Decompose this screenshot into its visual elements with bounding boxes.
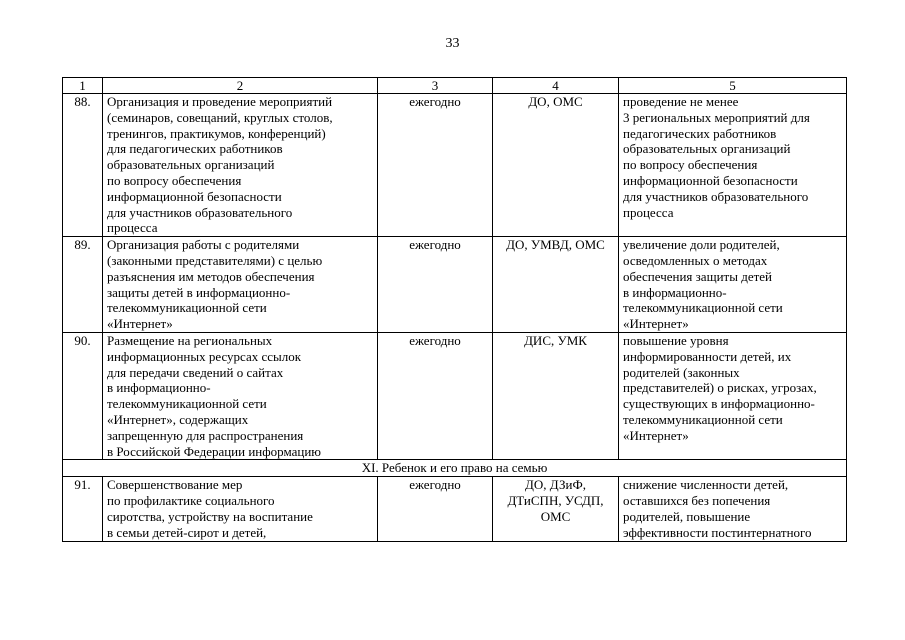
event-cell-line: разъяснения им методов обеспечения [107, 268, 315, 284]
executors-cell-line: ДО, УМВД, ОМС [506, 237, 605, 253]
table-row [63, 94, 847, 237]
executors-cell-line: ДО, ДЗиФ, [525, 477, 586, 493]
result-cell [619, 94, 847, 237]
event-cell-line: Организация и проведение мероприятий [107, 94, 333, 109]
event-cell-line: информационной безопасности [107, 188, 282, 204]
result-cell-line: телекоммуникационной сети [623, 300, 783, 316]
term-cell [378, 237, 493, 333]
section-row [63, 460, 847, 477]
executors-cell-line: ДО, ОМС [528, 94, 583, 109]
event-cell-line: в информационно- [107, 380, 211, 396]
result-cell-line: для участников образовательного [623, 188, 809, 204]
term-cell-line: ежегодно [409, 477, 461, 493]
column-number: 5 [619, 78, 847, 94]
event-cell-line: «Интернет», содержащих [107, 411, 249, 427]
term-cell-line: ежегодно [409, 94, 461, 109]
result-cell-line: существующих в информационно- [623, 396, 815, 412]
term-cell [378, 477, 493, 541]
result-cell-line: повышение уровня [623, 332, 729, 348]
result-cell-line: эффективности постинтернатного [623, 524, 812, 540]
result-cell-line: информированности детей, их [623, 348, 792, 364]
term-cell-line: ежегодно [409, 332, 461, 348]
result-cell [619, 332, 847, 459]
table-row [63, 237, 847, 333]
result-cell-line: по вопросу обеспечения [623, 157, 758, 173]
term-cell-line: ежегодно [409, 237, 461, 253]
result-cell-line: обеспечения защиты детей [623, 268, 772, 284]
event-cell-line: сиротства, устройству на воспитание [107, 508, 313, 524]
executors-cell [493, 477, 619, 541]
result-cell-line: образовательных организаций [623, 141, 791, 157]
result-cell-line: информационной безопасности [623, 172, 798, 188]
event-cell-line: Совершенствование мер [107, 477, 243, 493]
event-cell-line: телекоммуникационной сети [107, 300, 267, 316]
event-cell-line: по профилактике социального [107, 493, 275, 509]
event-cell-line: для педагогических работников [107, 141, 283, 157]
event-cell [103, 94, 378, 237]
page-number: 33 [445, 36, 460, 51]
executors-cell [493, 237, 619, 333]
measures-table [62, 77, 847, 542]
column-number: 2 [103, 78, 378, 94]
row-number: 89. [63, 237, 103, 333]
executors-cell-line: ОМС [540, 508, 571, 524]
result-cell [619, 237, 847, 333]
result-cell-line: процесса [623, 204, 674, 220]
event-cell-line: по вопросу обеспечения [107, 172, 242, 188]
result-cell-line: «Интернет» [623, 316, 689, 332]
section-title: XI. Ребенок и его право на семью [63, 460, 847, 477]
result-cell-line: представителей) о рисках, угрозах, [623, 380, 817, 396]
column-number: 1 [63, 78, 103, 94]
result-cell-line: проведение не менее [623, 94, 739, 109]
result-cell-line: увеличение доли родителей, [623, 237, 780, 253]
event-cell [103, 332, 378, 459]
event-cell [103, 477, 378, 541]
event-cell-line: процесса [107, 220, 158, 236]
column-number-row [63, 78, 847, 94]
table-row [63, 332, 847, 459]
event-cell-line: защиты детей в информационно- [107, 284, 291, 300]
event-cell-line: для участников образовательного [107, 204, 293, 220]
result-cell [619, 477, 847, 541]
event-cell-line: Размещение на региональных [107, 332, 273, 348]
result-cell-line: педагогических работников [623, 125, 777, 141]
table-row [63, 477, 847, 541]
result-cell-line: 3 региональных мероприятий для [623, 109, 810, 125]
result-cell-line: снижение численности детей, [623, 477, 789, 493]
event-cell-line: информационных ресурсах ссылок [107, 348, 302, 364]
event-cell-line: «Интернет» [107, 316, 173, 332]
row-number: 91. [63, 477, 103, 541]
term-cell [378, 332, 493, 459]
event-cell-line: (законными представителями) с целью [107, 252, 323, 268]
term-cell [378, 94, 493, 237]
executors-cell [493, 332, 619, 459]
event-cell-line: (семинаров, совещаний, круглых столов, [107, 109, 333, 125]
event-cell-line: образовательных организаций [107, 157, 275, 173]
row-number: 90. [63, 332, 103, 459]
event-cell [103, 237, 378, 333]
result-cell-line: «Интернет» [623, 427, 689, 443]
executors-cell-line: ДИС, УМК [524, 332, 587, 348]
event-cell-line: в Российской Федерации информацию [107, 443, 322, 459]
column-number: 3 [378, 78, 493, 94]
result-cell-line: осведомленных о методах [623, 252, 768, 268]
event-cell-line: запрещенную для распространения [107, 427, 304, 443]
event-cell-line: телекоммуникационной сети [107, 396, 267, 412]
event-cell-line: для передачи сведений о сайтах [107, 364, 284, 380]
event-cell-line: Организация работы с родителями [107, 237, 300, 253]
result-cell-line: в информационно- [623, 284, 727, 300]
result-cell-line: оставшихся без попечения [623, 493, 771, 509]
column-number: 4 [493, 78, 619, 94]
result-cell-line: телекоммуникационной сети [623, 411, 783, 427]
executors-cell [493, 94, 619, 237]
executors-cell-line: ДТиСПН, УСДП, [507, 493, 604, 509]
result-cell-line: родителей, повышение [623, 508, 751, 524]
row-number: 88. [63, 94, 103, 237]
event-cell-line: тренингов, практикумов, конференций) [107, 125, 326, 141]
event-cell-line: в семьи детей-сирот и детей, [107, 524, 267, 540]
result-cell-line: родителей (законных [623, 364, 740, 380]
